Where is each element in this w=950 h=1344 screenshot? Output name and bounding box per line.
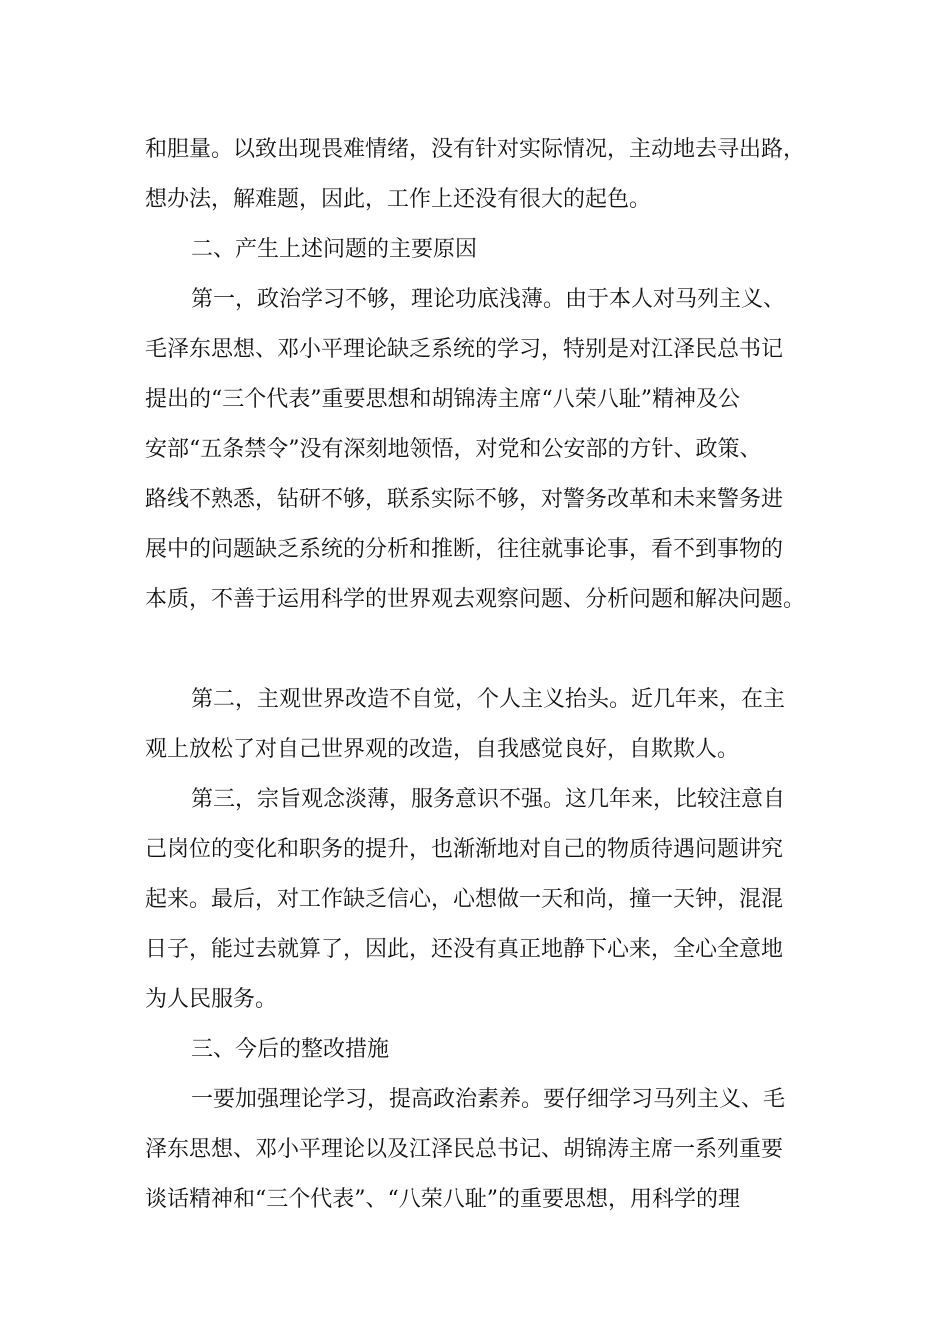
body-line: 本质，不善于运用科学的世界观去观察问题、分析问题和解决问题。 (145, 587, 806, 612)
body-line: 想办法，解难题，因此，工作上还没有很大的起色。 (145, 187, 652, 212)
section-heading: 二、产生上述问题的主要原因 (191, 237, 478, 262)
body-line: 展中的问题缺乏系统的分析和推断，往往就事论事，看不到事物的 (145, 537, 784, 562)
body-line: 起来。最后，对工作缺乏信心，心想做一天和尚，撞一天钟，混混 (145, 887, 784, 912)
body-line: 安部“五条禁令”没有深刻地领悟，对党和公安部的方针、政策、 (145, 437, 762, 462)
body-line: 第三，宗旨观念淡薄，服务意识不强。这几年来，比较注意自 (191, 787, 786, 812)
body-line: 观上放松了对自己世界观的改造，自我感觉良好，自欺欺人。 (145, 737, 740, 762)
body-line: 谈话精神和“三个代表”、“八荣八耻”的重要思想，用科学的理 (145, 1187, 740, 1212)
body-line: 为人民服务。 (145, 987, 278, 1012)
body-line: 泽东思想、邓小平理论以及江泽民总书记、胡锦涛主席一系列重要 (145, 1137, 784, 1162)
body-line: 第一，政治学习不够，理论功底浅薄。由于本人对马列主义、 (191, 287, 786, 312)
body-line: 己岗位的变化和职务的提升，也渐渐地对自己的物质待遇问题讲究 (145, 837, 784, 862)
body-line: 毛泽东思想、邓小平理论缺乏系统的学习，特别是对江泽民总书记 (145, 337, 784, 362)
body-line: 日子，能过去就算了，因此，还没有真正地静下心来，全心全意地 (145, 937, 784, 962)
section-heading: 三、今后的整改措施 (191, 1037, 390, 1062)
body-line: 路线不熟悉，钻研不够，联系实际不够，对警务改革和未来警务进 (145, 487, 784, 512)
body-line: 和胆量。以致出现畏难情绪，没有针对实际情况，主动地去寻出路， (145, 137, 806, 162)
body-line: 一要加强理论学习，提高政治素养。要仔细学习马列主义、毛 (191, 1087, 786, 1112)
body-line: 提出的“三个代表”重要思想和胡锦涛主席“八荣八耻”精神及公 (145, 387, 740, 412)
body-line: 第二，主观世界改造不自觉，个人主义抬头。近几年来，在主 (191, 687, 786, 712)
